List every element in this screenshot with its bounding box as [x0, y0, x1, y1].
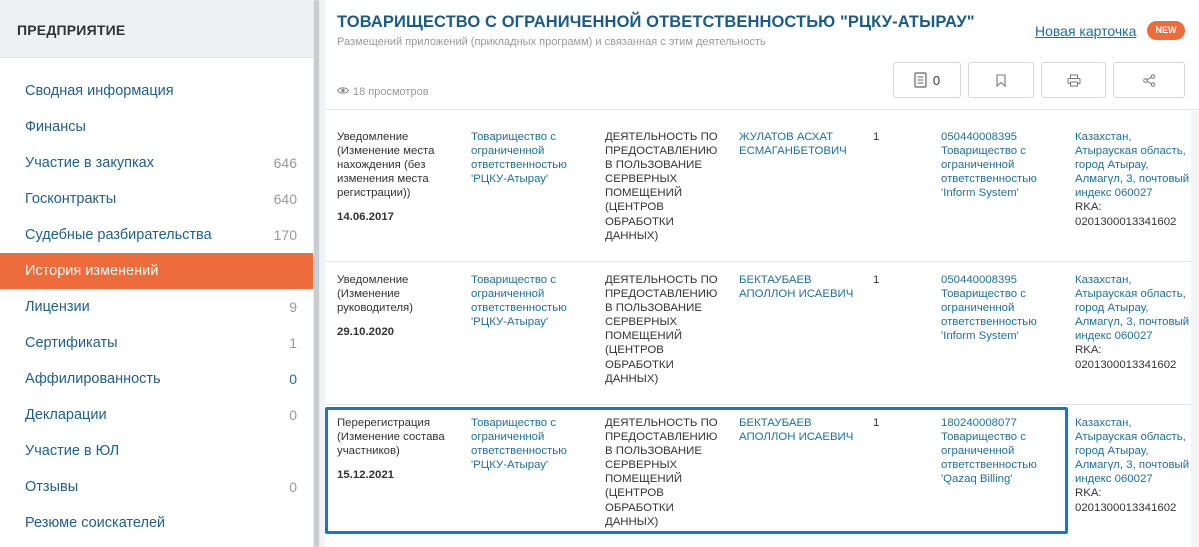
sidebar-item-count: 170: [273, 227, 297, 243]
sidebar-item-reviews[interactable]: [0, 469, 313, 505]
page-subtitle: Размещений приложений (прикладных программ) и связанная с этим деятельность: [337, 36, 766, 48]
rka-code: RKA: 0201300013341602: [1075, 201, 1177, 228]
sidebar-item-label: Участие в ЮЛ: [25, 443, 120, 459]
sidebar-item-participation[interactable]: [0, 433, 313, 469]
activity-cell: ДЕЯТЕЛЬНОСТЬ ПО ПРЕДОСТАВЛЕНИЮ В ПОЛЬЗОВАНИЕ СЕРВЕРНЫХ ПОМЕЩЕНИЙ (ЦЕНТРОВ ОБРАБОТКИ ДАННЫХ): [605, 417, 718, 528]
sidebar-item-count: 0: [289, 407, 297, 423]
sidebar-item-label: Отзывы: [25, 479, 79, 495]
sidebar-item-affiliation[interactable]: [0, 361, 313, 397]
event-type: Уведомление (Изменение руководителя): [337, 274, 414, 315]
sidebar-item-label: История изменений: [25, 263, 159, 279]
sidebar-item-label: Декларации: [25, 407, 107, 423]
founder-link[interactable]: 050440008395 Товарищество с ограниченной ответственностью 'Inform System': [941, 274, 1037, 343]
address-cell: [1075, 273, 1195, 372]
sidebar-item-label: Сертификаты: [25, 335, 118, 351]
address-cell: [1075, 416, 1195, 515]
views-counter: [337, 86, 429, 98]
sidebar-item-count: 640: [273, 191, 297, 207]
event-cell: [337, 130, 457, 225]
founders-count: 1: [873, 274, 880, 286]
event-cell: [337, 416, 457, 482]
company-header: [325, 0, 1199, 110]
bookmark-icon: [996, 74, 1006, 87]
sidebar-item-label: Сводная информация: [25, 83, 174, 99]
event-date: 29.10.2020: [337, 326, 395, 339]
sidebar-scrollbar[interactable]: [313, 0, 320, 547]
print-button[interactable]: [1041, 62, 1106, 98]
table-row: [325, 405, 1191, 547]
eye-icon: [337, 86, 349, 98]
founder-link[interactable]: 050440008395 Товарищество с ограниченной ответственностью 'Inform System': [941, 131, 1037, 200]
sidebar-title: ПРЕДПРИЯТИЕ: [0, 0, 313, 58]
sidebar-item-count: 1: [289, 335, 297, 351]
table-row: [325, 111, 1191, 262]
sidebar-item-label: Госконтракты: [25, 191, 117, 207]
event-type: Перерегистрация (Изменение состава участников): [337, 417, 445, 458]
address-link[interactable]: Казахстан, Атырауская область, город Атырау, Алмагүл, 3, почтовый индекс 060027: [1075, 274, 1190, 343]
director-link[interactable]: БЕКТАУБАЕВ АПОЛЛОН ИСАЕВИЧ: [739, 274, 854, 301]
views-label: 18 просмотров: [353, 86, 429, 98]
director-link[interactable]: БЕКТАУБАЕВ АПОЛЛОН ИСАЕВИЧ: [739, 417, 854, 444]
sidebar-item-label: Финансы: [25, 119, 86, 135]
notes-count: 0: [932, 72, 941, 88]
page-title: ТОВАРИЩЕСТВО С ОГРАНИЧЕННОЙ ОТВЕТСТВЕННОСТЬЮ "РЦКУ-АТЫРАУ": [337, 13, 975, 31]
sidebar-item-finance[interactable]: [0, 109, 313, 145]
main-content: [325, 0, 1199, 547]
founders-count: 1: [873, 131, 880, 143]
rka-code: RKA: 0201300013341602: [1075, 344, 1177, 371]
founder-link[interactable]: 180240008077 Товарищество с ограниченной ответственностью 'Qazaq Billing': [941, 417, 1037, 486]
event-date: 14.06.2017: [337, 211, 395, 224]
sidebar-item-count: 646: [273, 155, 297, 171]
sidebar-item-label: Лицензии: [25, 299, 90, 315]
document-icon: [914, 72, 927, 88]
printer-icon: [1067, 74, 1081, 87]
new-badge: NEW: [1147, 21, 1185, 40]
sidebar-item-count: 9: [289, 299, 297, 315]
sidebar-item-label: Участие в закупках: [25, 155, 154, 171]
notes-button[interactable]: [893, 62, 961, 98]
event-type: Уведомление (Изменение места нахождения (без изменения места регистрации)): [337, 131, 435, 200]
bookmark-button[interactable]: [968, 62, 1034, 98]
director-link[interactable]: ЖУЛАТОВ АСХАТ ЕСМАГАНБЕТОВИЧ: [739, 131, 847, 158]
sidebar-item-licenses[interactable]: [0, 289, 313, 325]
sidebar-menu: [0, 58, 313, 541]
company-link[interactable]: Товарищество с ограниченной ответственностью 'РЦКУ-Атырау': [471, 417, 567, 472]
new-card-link[interactable]: Новая карточка: [1035, 23, 1137, 39]
sidebar-item-certificates[interactable]: [0, 325, 313, 361]
share-icon: [1143, 74, 1156, 87]
sidebar-item-count: 0: [289, 479, 297, 495]
sidebar-item-resumes[interactable]: [0, 505, 313, 541]
table-row: [325, 262, 1191, 405]
history-table: [325, 111, 1191, 547]
sidebar-item-declarations[interactable]: [0, 397, 313, 433]
sidebar-item-summary[interactable]: [0, 73, 313, 109]
address-cell: [1075, 130, 1195, 229]
share-button[interactable]: [1113, 62, 1185, 98]
sidebar-item-label: Аффилированность: [25, 371, 161, 387]
event-date: 15.12.2021: [337, 469, 395, 482]
sidebar-item-label: Судебные разбирательства: [25, 227, 212, 243]
sidebar-item-procurement[interactable]: [0, 145, 313, 181]
table-scrollbar[interactable]: [1191, 111, 1199, 547]
sidebar-item-litigation[interactable]: [0, 217, 313, 253]
sidebar-item-count: 0: [289, 371, 297, 387]
sidebar: [0, 0, 313, 547]
sidebar-item-contracts[interactable]: [0, 181, 313, 217]
address-link[interactable]: Казахстан, Атырауская область, город Атырау, Алмагүл, 3, почтовый индекс 060027: [1075, 417, 1190, 486]
event-cell: [337, 273, 457, 339]
sidebar-item-label: Резюме соискателей: [25, 515, 166, 531]
activity-cell: ДЕЯТЕЛЬНОСТЬ ПО ПРЕДОСТАВЛЕНИЮ В ПОЛЬЗОВАНИЕ СЕРВЕРНЫХ ПОМЕЩЕНИЙ (ЦЕНТРОВ ОБРАБОТКИ ДАННЫХ): [605, 131, 718, 242]
activity-cell: ДЕЯТЕЛЬНОСТЬ ПО ПРЕДОСТАВЛЕНИЮ В ПОЛЬЗОВАНИЕ СЕРВЕРНЫХ ПОМЕЩЕНИЙ (ЦЕНТРОВ ОБРАБОТКИ ДАННЫХ): [605, 274, 718, 385]
address-link[interactable]: Казахстан, Атырауская область, город Атырау, Алмагүл, 3, почтовый индекс 060027: [1075, 131, 1190, 200]
company-link[interactable]: Товарищество с ограниченной ответственностью 'РЦКУ-Атырау': [471, 274, 567, 329]
company-link[interactable]: Товарищество с ограниченной ответственностью 'РЦКУ-Атырау': [471, 131, 567, 186]
rka-code: RKA: 0201300013341602: [1075, 487, 1177, 514]
scrollbar-thumb[interactable]: [314, 0, 319, 547]
founders-count: 1: [873, 417, 880, 429]
sidebar-item-history[interactable]: [0, 253, 313, 289]
